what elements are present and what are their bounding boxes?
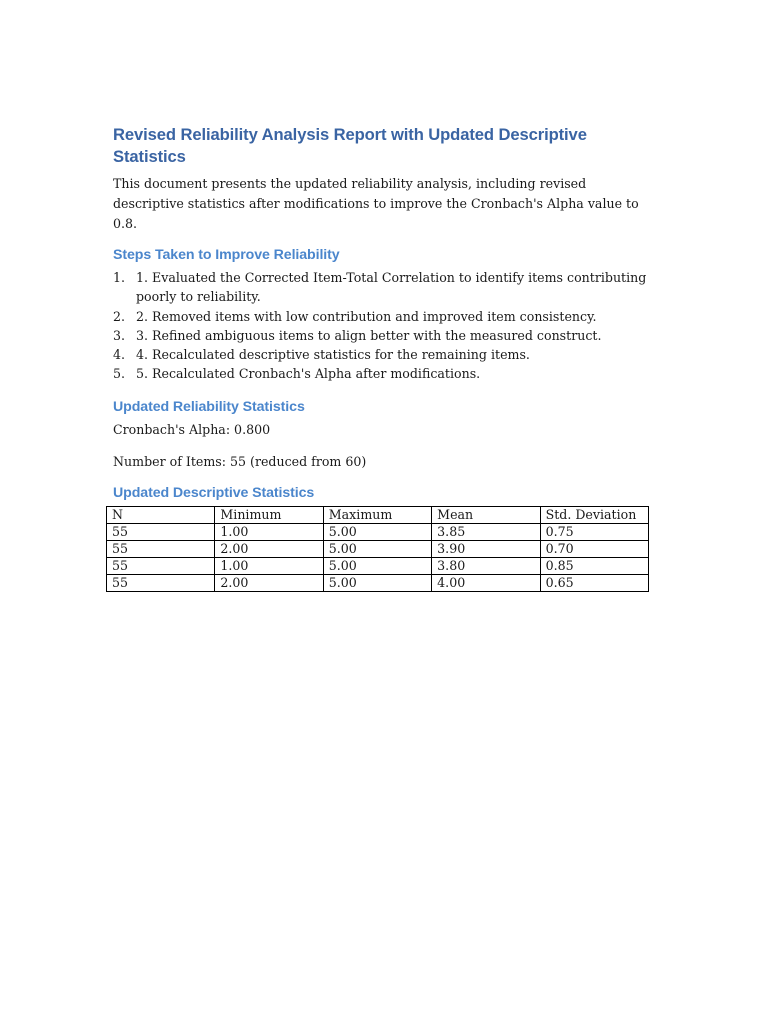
table-cell: 55 — [107, 574, 215, 591]
table-cell: 55 — [107, 557, 215, 574]
table-cell: 3.85 — [432, 523, 540, 540]
table-cell: 4.00 — [432, 574, 540, 591]
list-item-text: 2. Removed items with low contribution and improved item consistency. — [136, 308, 597, 324]
column-header: Minimum — [215, 506, 323, 523]
number-of-items-value: Number of Items: 55 (reduced from 60) — [113, 453, 367, 469]
list-item-number: 2. — [113, 308, 126, 324]
list-item-number: 3. — [113, 327, 126, 343]
column-header: Maximum — [323, 506, 431, 523]
list-item-text: 3. Refined ambiguous items to align better with the measured construct. — [136, 327, 602, 343]
list-item-text: 4. Recalculated descriptive statistics for the remaining items. — [136, 347, 530, 363]
column-header: Std. Deviation — [540, 506, 648, 523]
table-cell: 3.90 — [432, 540, 540, 557]
list-item — [113, 326, 649, 345]
table-cell: 5.00 — [323, 523, 431, 540]
table-cell: 0.85 — [540, 557, 648, 574]
table-cell: 5.00 — [323, 574, 431, 591]
table-cell: 5.00 — [323, 557, 431, 574]
table-cell: 1.00 — [215, 523, 323, 540]
document-page — [113, 124, 649, 592]
list-item — [113, 364, 649, 383]
table-cell: 2.00 — [215, 540, 323, 557]
list-item-text: 5. Recalculated Cronbach's Alpha after modifications. — [136, 366, 481, 382]
table-cell: 55 — [107, 523, 215, 540]
list-item-text: 1. Evaluated the Corrected Item-Total Correlation to identify items contributing poorly to reliability. — [136, 270, 647, 305]
descriptive-heading: Updated Descriptive Statistics — [113, 484, 315, 501]
reliability-heading: Updated Reliability Statistics — [113, 398, 305, 415]
table-row — [107, 557, 649, 574]
list-item — [113, 268, 649, 307]
steps-list — [113, 268, 649, 384]
table-cell: 0.75 — [540, 523, 648, 540]
document-title: Revised Reliability Analysis Report with Updated Descriptive Statistics — [113, 125, 587, 166]
table-row — [107, 523, 649, 540]
intro-paragraph: This document presents the updated reliability analysis, including revised descriptive statistics after modifications to improve the Cronbach's Alpha value to 0.8. — [113, 176, 639, 231]
table-cell: 1.00 — [215, 557, 323, 574]
list-item — [113, 345, 649, 364]
table-cell: 55 — [107, 540, 215, 557]
table-cell: 2.00 — [215, 574, 323, 591]
cronbach-alpha-value: Cronbach's Alpha: 0.800 — [113, 421, 271, 437]
table-row — [107, 574, 649, 591]
list-item-number: 1. — [113, 270, 126, 285]
table-cell: 0.65 — [540, 574, 648, 591]
list-item-number: 5. — [113, 366, 126, 382]
table-cell: 0.70 — [540, 540, 648, 557]
table-cell: 5.00 — [323, 540, 431, 557]
descriptive-statistics-table — [106, 506, 649, 592]
column-header: Mean — [432, 506, 540, 523]
table-header-row — [107, 506, 649, 523]
table-cell: 3.80 — [432, 557, 540, 574]
list-item-number: 4. — [113, 347, 126, 363]
column-header: N — [107, 506, 215, 523]
steps-heading: Steps Taken to Improve Reliability — [113, 247, 340, 263]
table-row — [107, 540, 649, 557]
list-item — [113, 307, 649, 326]
